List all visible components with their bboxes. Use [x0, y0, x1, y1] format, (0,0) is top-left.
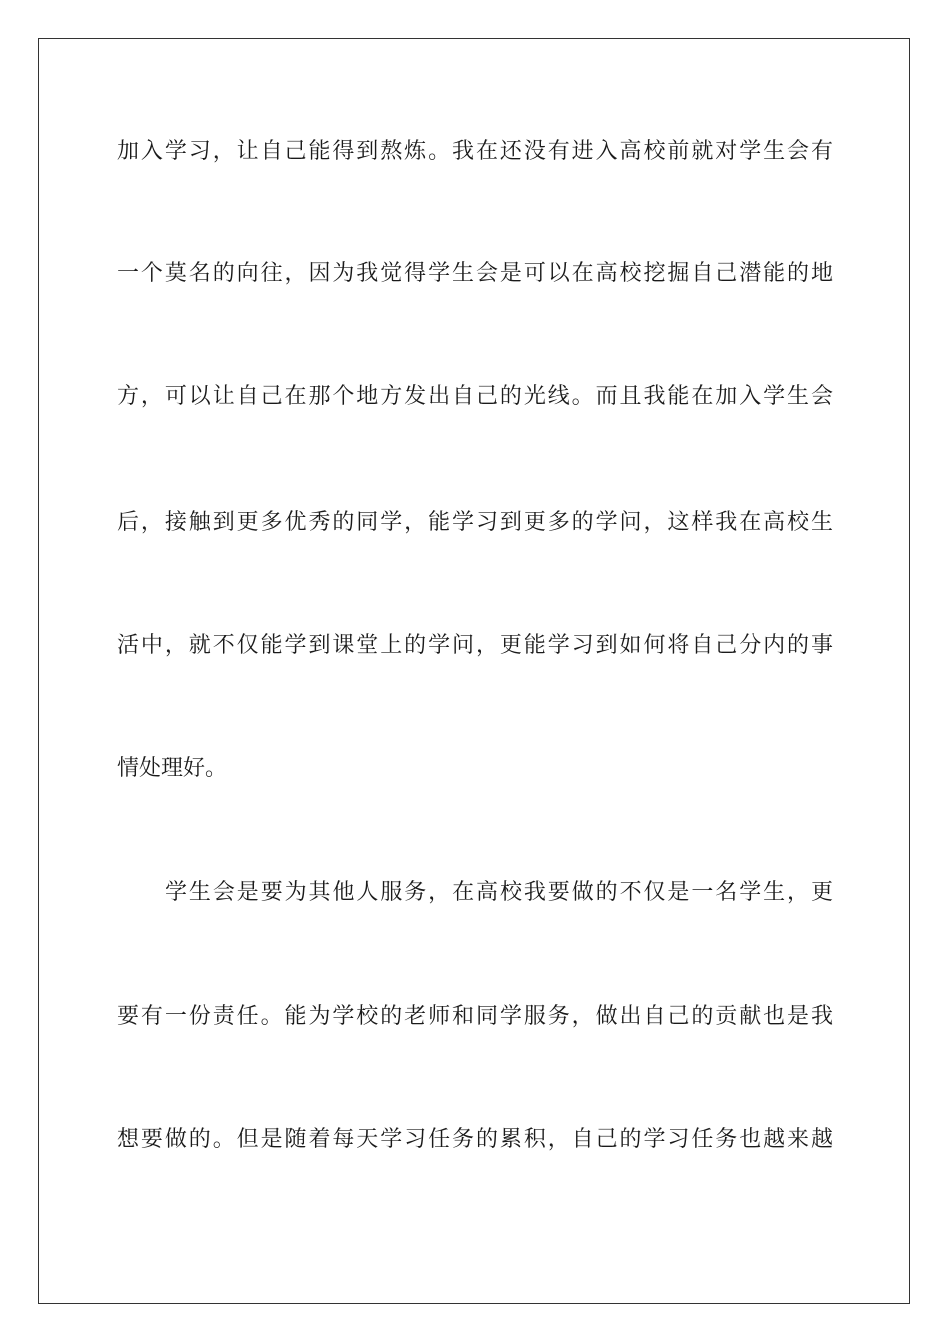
text-line: 活中，就不仅能学到课堂上的学问，更能学习到如何将自己分内的事 [117, 633, 833, 658]
page-border [38, 38, 910, 1304]
text-line: 一个莫名的向往，因为我觉得学生会是可以在高校挖掘自己潜能的地 [117, 261, 833, 286]
text-line: 情处理好。 [117, 756, 228, 781]
text-line: 想要做的。但是随着每天学习任务的累积，自己的学习任务也越来越 [117, 1127, 833, 1152]
text-line: 学生会是要为其他人服务，在高校我要做的不仅是一名学生，更 [165, 880, 833, 905]
text-line: 加入学习，让自己能得到熬炼。我在还没有进入高校前就对学生会有 [117, 139, 833, 164]
text-line: 后，接触到更多优秀的同学，能学习到更多的学问，这样我在高校生 [117, 510, 833, 535]
text-line: 要有一份责任。能为学校的老师和同学服务，做出自己的贡献也是我 [117, 1004, 833, 1029]
text-line: 方，可以让自己在那个地方发出自己的光线。而且我能在加入学生会 [117, 384, 833, 409]
